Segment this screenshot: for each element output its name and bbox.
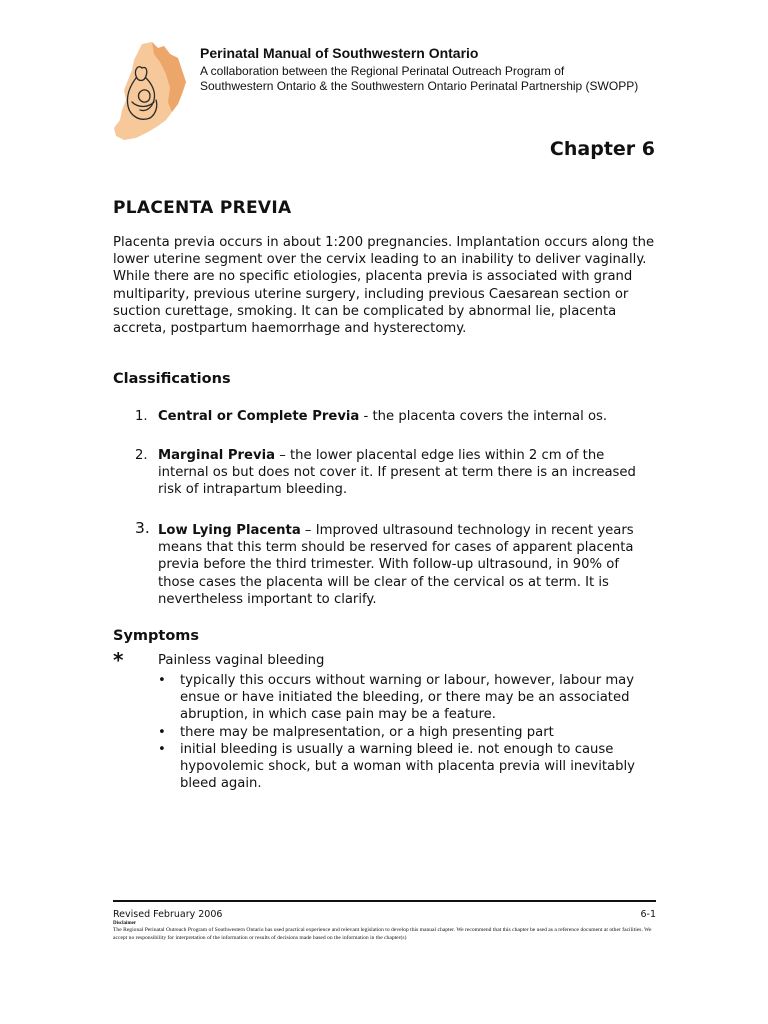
page-title: PLACENTA PREVIA [113,198,292,218]
manual-subtitle-line-1: A collaboration between the Regional Perinatal Outreach Program of [200,64,565,78]
disclaimer-text: The Regional Perinatal Outreach Program of Southwestern Ontario has used practical experience and relevant legislation to develop this manual chapter. We recommend that this chapter be used as a reference document at other facilities. We accept no responsibility for interpretation of the information or results of decisions made based on the information in the chapter(s) [113,927,652,941]
classification-separator: – [300,523,316,538]
disclaimer-label: Disclaimer [113,921,137,926]
classification-separator: – [275,448,290,463]
symptom-bullet-list [158,672,658,792]
classification-item-1 [113,408,658,425]
footer-divider [113,900,656,902]
intro-paragraph: Placenta previa occurs in about 1:200 pregnancies. Implantation occurs along the lower uterine segment over the cervix leading to an inability to deliver vaginally. While there are no specific etiologies, placenta previa is associated with grand multiparity, previous uterine surgery, including previous Caesarean section or suction curettage, smoking. It can be complicated by abnormal lie, placenta accreta, postpartum haemorrhage and hysterectomy. [113,235,655,337]
list-number: 2. [135,448,148,463]
revision-date: Revised February 2006 [113,909,223,920]
mother-and-child-logo-icon [112,42,188,142]
page-number: 6-1 [640,909,656,920]
classification-body [158,447,658,499]
classification-item-2 [113,447,658,499]
symptom-subheading: Painless vaginal bleeding [158,653,325,668]
list-number: 1. [135,409,148,424]
bullet-text: initial bleeding is usually a warning bleed ie. not enough to cause hypovolemic shock, but a woman with placenta previa will inevitably bleed again. [180,741,635,792]
classification-separator: - [359,409,373,424]
bullet-text: typically this occurs without warning or labour, however, labour may ensue or have initiated the bleeding, or there may be an associated abruption, in which case pain may be a feature. [180,673,635,723]
classifications-heading: Classifications [113,371,231,387]
classification-text: Improved ultrasound technology in recent years means that this term should be reserved for cases of apparent placenta previa before the third trimester. With follow-up ultrasound, in 90% of those cases the placenta will be clear of the cervical os at term. It is nevertheless important to clarify. [158,523,634,607]
symptoms-heading: Symptoms [113,628,200,644]
chapter-label: Chapter 6 [549,138,655,160]
classification-body [158,522,658,608]
classification-item-3 [113,519,658,608]
classification-text: the lower placental edge lies within 2 cm of the internal os but does not cover it. If present at term there is an increased risk of intrapartum bleeding. [158,448,636,498]
manual-subtitle-line-2: Southwestern Ontario & the Southwestern Ontario Perinatal Partnership (SWOPP) [200,79,639,93]
asterisk-marker: * [113,648,124,672]
manual-title: Perinatal Manual of Southwestern Ontario [200,45,479,61]
bullet-icon: • [158,741,166,757]
list-number: 3. [135,519,150,537]
bullet-icon: • [158,724,166,740]
bullet-text: there may be malpresentation, or a high presenting part [180,724,554,740]
list-item [158,741,658,793]
manual-subtitle [200,64,670,94]
list-item [158,672,658,724]
list-item [158,724,658,741]
classification-term: Central or Complete Previa [158,409,360,424]
classification-text: the placenta covers the internal os. [372,409,608,424]
classification-body [158,408,658,425]
bullet-icon: • [158,673,166,688]
classification-term: Low Lying Placenta [158,523,301,538]
classification-term: Marginal Previa [158,448,276,463]
